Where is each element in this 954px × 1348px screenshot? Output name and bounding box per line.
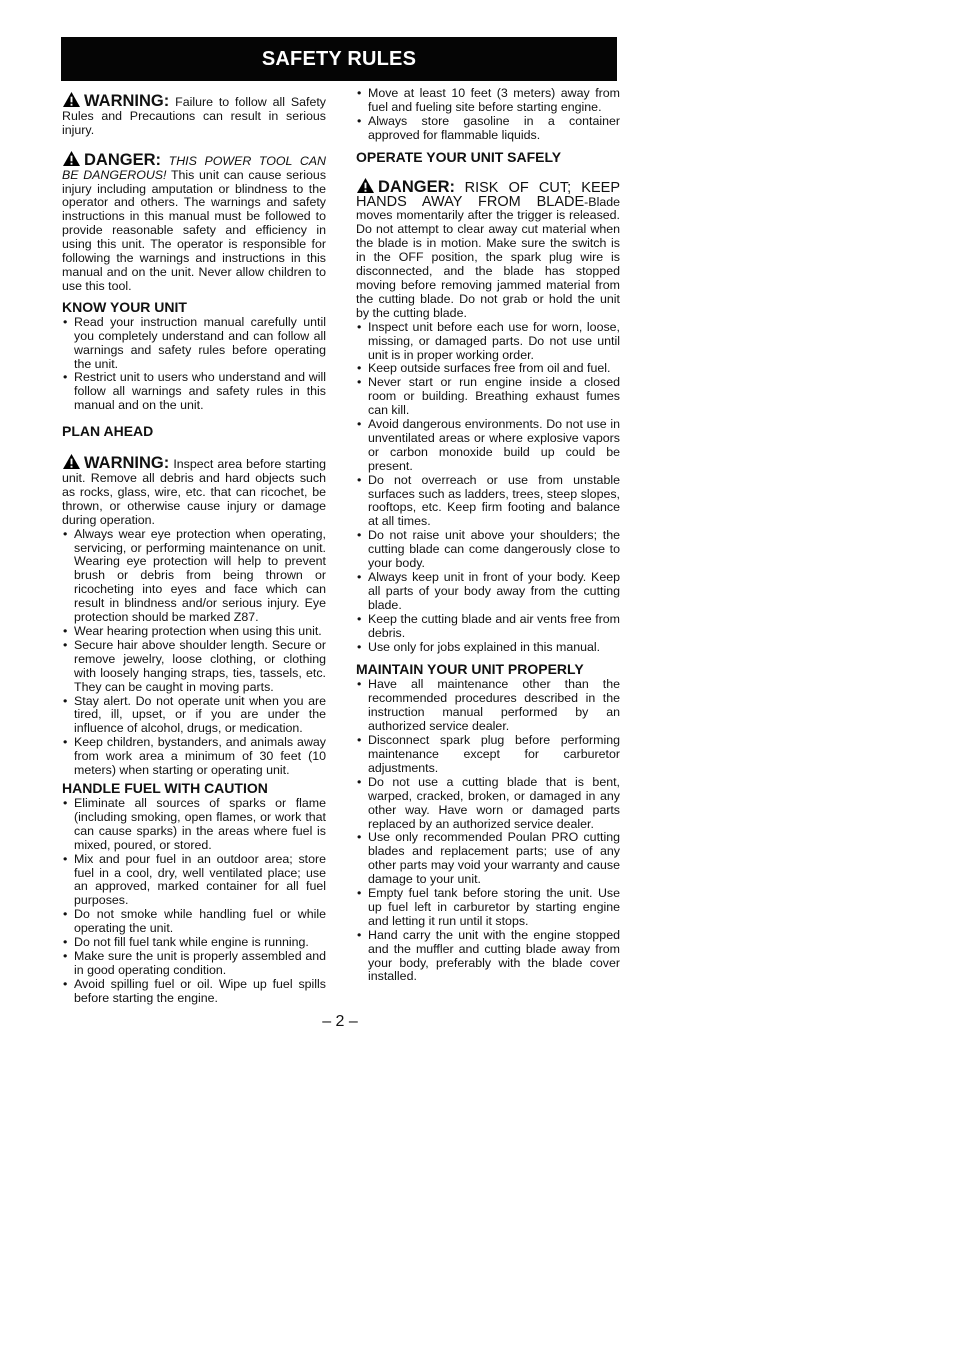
operate-list [356, 321, 620, 655]
list-item: • Do not raise unit above your shoulders; the cutting blade can come dangerously close to your body. [356, 529, 620, 571]
left-column [62, 87, 326, 1006]
fuel-list [62, 797, 326, 1006]
right-column [356, 87, 620, 984]
warning-notice [62, 91, 326, 138]
list-item: • Read your instruction manual carefully until you completely understand and can follow all warnings and safety rules before operating the unit. [62, 316, 326, 372]
page-number: – 2 – [322, 1013, 358, 1030]
list-item: • Have all maintenance other than the recommended procedures described in the instruction manual performed by an authorized service dealer. [356, 678, 620, 734]
list-item: • Hand carry the unit with the engine stopped and the muffler and cutting blade away from your body, preferably with the blade cover installed. [356, 929, 620, 985]
list-item: • Move at least 10 feet (3 meters) away from fuel and fueling site before starting engine. [356, 87, 620, 115]
maintain-list [356, 678, 620, 984]
warning-text: Inspect area before starting unit. Remove all debris and hard objects such as rocks, glass, wire, etc. that can ricochet, be thrown, or otherwise cause injury or damage during operation. [62, 457, 326, 527]
list-item: • Secure hair above shoulder length. Secure or remove jewelry, loose clothing, or clothing with loosely hanging straps, ties, tassels, etc. They can be caught in moving parts. [62, 639, 326, 695]
danger-text: This unit can cause serious injury including amputation or blindness to the operator and others. The warnings and safety instructions in this manual must be followed to provide reasonable safety and efficiency in using this unit. The operator is responsible for following the warnings and instructions in this manual and on the unit. Never allow children to use this tool. [62, 167, 327, 293]
list-item: • Eliminate all sources of sparks or flame (including smoking, open flames, or work that can cause sparks) in the areas where fuel is mixed, poured, or stored. [62, 797, 326, 853]
warning-triangle-icon [62, 91, 81, 108]
list-item: • Keep outside surfaces free from oil and fuel. [356, 362, 620, 376]
list-item: • Never start or run engine inside a closed room or building. Breathing exhaust fumes can kill. [356, 376, 620, 418]
warning-triangle-icon [62, 150, 81, 167]
list-item: • Use only recommended Poulan PRO cutting blades and replacement parts; use of any other parts may void your warranty and cause damage to your unit. [356, 831, 620, 887]
section-heading-fuel: HANDLE FUEL WITH CAUTION [62, 779, 268, 796]
list-item: • Always keep unit in front of your body. Keep all parts of your body away from the cutting blade. [356, 571, 620, 613]
danger-label: DANGER: [84, 150, 161, 169]
page-title: SAFETY RULES [61, 37, 617, 81]
list-item: • Mix and pour fuel in an outdoor area; store fuel in a cool, dry, well ventilated place; use an approved, marked container for all fuel purposes. [62, 853, 326, 909]
warning-triangle-icon [356, 177, 375, 194]
list-item: • Avoid dangerous environments. Do not use in unventilated areas or where explosive vapors or carbon monoxide build up could be present. [356, 418, 620, 474]
danger-notice [62, 150, 326, 294]
warning-triangle-icon [62, 453, 81, 470]
plan-warning-notice [62, 453, 326, 528]
list-item: • Inspect unit before each use for worn, loose, missing, or damaged parts. Do not use until unit is in proper working order. [356, 321, 620, 363]
warning-label: WARNING: [84, 454, 170, 473]
list-item: • Always wear eye protection when operating, servicing, or performing maintenance on unit. Wearing eye protection will help to prevent brush or debris from being thrown or ricocheting into eyes and face which can result in blindness and/or serious injury. Eye protection should be marked Z87. [62, 528, 326, 625]
list-item: • Empty fuel tank before storing the unit. Use up fuel left in carburetor by starting engine and letting it run until it stops. [356, 887, 620, 929]
section-heading-maintain: MAINTAIN YOUR UNIT PROPERLY [356, 661, 584, 678]
list-item: • Wear hearing protection when using this unit. [62, 625, 326, 639]
list-item: • Disconnect spark plug before performing maintenance except for carburetor adjustments. [356, 734, 620, 776]
list-item: • Do not use a cutting blade that is bent, warped, cracked, broken, or damaged in any other way. Have worn or damaged parts replaced by an authorized service dealer. [356, 776, 620, 832]
list-item: • Stay alert. Do not operate unit when you are tired, ill, upset, or if you are under the influence of alcohol, drugs, or medication. [62, 695, 326, 737]
list-item: • Restrict unit to users who understand and will follow all warnings and safety rules in this manual and on the unit. [62, 371, 326, 413]
section-heading-know: KNOW YOUR UNIT [62, 298, 187, 315]
danger-text: -Blade moves momentarily after the trigger is released. Do not attempt to clear away cut material when the blade is in motion. Make sure the switch is in the OFF position, the spark plug wire is disconnected, and the blade has stopped moving before removing jammed material from the cutting blade. Do not grab or hold the unit by the cutting blade. [356, 194, 620, 320]
warning-text: Failure to follow all Safety Rules and Precautions can result in serious injury. [62, 95, 326, 137]
section-heading-operate: OPERATE YOUR UNIT SAFELY [356, 148, 562, 165]
plan-list [62, 528, 326, 778]
list-item: • Avoid spilling fuel or oil. Wipe up fuel spills before starting the engine. [62, 978, 326, 1006]
know-list [62, 316, 326, 413]
danger-lead-text: RISK OF CUT; KEEP HANDS AWAY FROM BLADE [356, 179, 620, 210]
danger-label: DANGER: [378, 177, 455, 196]
list-item: • Always store gasoline in a container approved for flammable liquids. [356, 115, 620, 143]
list-item: • Make sure the unit is properly assembled and in good operating condition. [62, 950, 326, 978]
list-item: • Use only for jobs explained in this manual. [356, 641, 620, 655]
operate-danger-notice [356, 177, 620, 321]
danger-italic-text: THIS POWER TOOL CAN BE DANGEROUS! [62, 153, 327, 182]
fuel-continued-list [356, 87, 620, 143]
list-item: • Keep children, bystanders, and animals away from work area a minimum of 30 feet (10 meters) when starting or operating unit. [62, 736, 326, 778]
list-item: • Do not overreach or use from unstable surfaces such as ladders, trees, steep slopes, rooftops, etc. Keep firm footing and balance at all times. [356, 474, 620, 530]
warning-label: WARNING: [84, 92, 170, 110]
list-item: • Do not smoke while handling fuel or while operating the unit. [62, 908, 326, 936]
list-item: • Keep the cutting blade and air vents free from debris. [356, 613, 620, 641]
list-item: • Do not fill fuel tank while engine is running. [62, 936, 326, 950]
section-heading-plan: PLAN AHEAD [62, 423, 154, 440]
